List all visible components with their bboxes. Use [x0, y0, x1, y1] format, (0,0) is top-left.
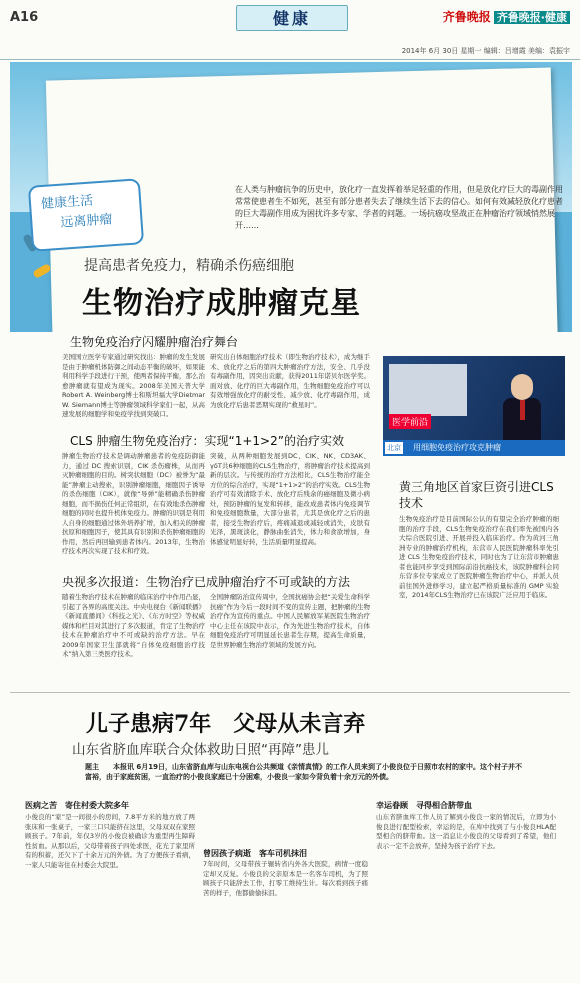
section-2-column-1: 肿瘤生物治疗技术是调动肿瘤患者的免疫防御能力，通过 DC 搜索识别，CIK 杀伤瘤株，从而再灭肿瘤细胞的目的。树突状细胞（DC）被誉为“最能”肿瘤主动搜索，识别肿瘤细胞，细胞因子诱导的杀伤细胞（CIK），就像“导弹”能精确杀伤肿瘤细胞，而不损伤任何正常组织，在有效地杀伤肿瘤细胞的同时也提升机体免疫力。肿瘤的识别是利用人自身的细胞通过体外培养扩增，加入相关的肿瘤抗原和细胞因子，使其具有识别和杀伤肿瘤细胞的作用，然后再回输到患者体内。2013年，生物治疗技术再次实现了技术和疗效。 [62, 452, 205, 555]
page-header [0, 0, 580, 60]
section-1-column-1: 美国国立医学专家通过研究找出：肿瘤的发生发展是由于肿瘤机体防御之间动态平衡的破坏，如果能利用科学手段进行干预，使两者保持平衡，那么治愈肿瘤就有望成为现实。2008年美国天普大学Robert A. Weinberg博士和斯坦福大学Dietmar W. Siemann博士等肿瘤领域科学家们一起，从高速发展的细胞学和免疫学找到突破口。 [62, 353, 205, 418]
anchor-tie [520, 400, 525, 420]
article-2-headline: 儿子患病7年 父母从未言弃 [86, 711, 366, 737]
brand-logo [443, 8, 570, 25]
section-heading-1: 生物免疫治疗闪耀肿瘤治疗舞台 [70, 335, 239, 349]
sidebar-text: 生物免疫治疗是目前国际公认的有望完全治疗肿瘤的细胞的治疗手段，CLS生物免疫治疗在我们率先被国内各大综合医院引进、开展并投入临床治疗。作为黄河三角洲专业的肿瘤治疗机构，东营市人民医院肿瘤科率先引进 CLS 生物免疫治疗技术，同时也为了让东营市肿瘤患者也能同步享受到国际前沿抗癌技术，该院肿瘤科会同东营多位专家成立了医院肿瘤生物治疗中心，并派人员前往国外进修学习，建立起严格质量标准的 GMP 实验室，2014年CLS生物治疗已在该院广泛应用于临床。 [399, 515, 559, 599]
page-number: A16 [10, 10, 39, 25]
slogan-line-2: 远离肿瘤 [59, 212, 113, 231]
pill-icon [32, 263, 52, 279]
tv-caption-tag: 医学前沿 [389, 414, 431, 429]
section-title: 健康 [236, 5, 348, 31]
article-2-col-3-heading: 幸运眷顾 寻得相合脐带血 [376, 801, 472, 810]
brand-tag: 齐鲁晚报·健康 [494, 11, 570, 24]
article-2-column-2: 7年时间，父母带孩子辗转省内外各大医院，病情一度稳定却又反复。小俊良的父亲原本是一名客车司机，为了照顾孩子只能辞去工作，打零工维持生计。每次看到孩子痛苦的样子，他都偷偷抹泪。 [203, 860, 368, 897]
section-3-column-1: 随着生物治疗技术在肿瘤的临床治疗中作用凸显，引起了各界的高度关注。中央电视台《新闻联播》《新闻直播间》《科技之光》、《东方时空》等权威媒体和栏目对其进行了多次报道，肯定了生物治疗技术在肿瘤治疗中不可或缺的治疗方法。早在2009年国家卫生部就将“自体免疫细胞治疗技术”纳入第三类医疗技术。 [62, 593, 205, 658]
slogan-badge [28, 178, 144, 252]
article-2-column-3: 山东省脐血库工作人员了解到小俊良一家的情况后，立即为小俊良进行配型检索，幸运的是，在库中找到了与小俊良HLA配型相合的脐带血。这一消息让小俊良的父母看到了希望，他们表示一定不会放弃，坚持为孩子治疗下去。 [376, 813, 556, 850]
issue-meta: 2014年 6月 30日 星期一 编辑：吕增霞 美编：袁振宇 [401, 47, 570, 55]
section-heading-2: CLS 肿瘤生物免疫治疗：实现“1+1>2”的治疗实效 [70, 434, 344, 448]
article-headline: 生物治疗成肿瘤克星 [82, 286, 361, 321]
article-2-subtitle: 山东省脐血库联合众体救助日照“再障”患儿 [72, 742, 329, 758]
news-anchor-figure [503, 374, 541, 446]
channel-logo: 北京 [387, 444, 401, 452]
hero-intro-text: 在人类与肿瘤抗争的历史中，放化疗一直发挥着举足轻重的作用，但是放化疗巨大的毒副作用常常使患者生不如死，甚至有部分患者失去了继续生活下去的信心。如何有效减轻放化疗患者的巨大毒副作用成为困扰许多专家、学者的问题。一场抗癌攻坚战正在肿瘤治疗领域悄然展开…… [235, 185, 563, 230]
section-heading-3: 央视多次报道：生物治疗已成肿瘤治疗不可或缺的方法 [62, 575, 351, 589]
anchor-head [511, 374, 533, 400]
article-2-lead: 题主 本报讯 6月19日，山东省脐血库与山东电视台公共频道《亲情真情》的工作人员来到了小俊良位于日照市农村的家中。这个村子并不富裕，由于家庭贫困，一直治疗的小俊良家庭已十分困难，小俊良一家如今背负着十余万元的外债。 [85, 763, 523, 781]
article-divider [10, 692, 570, 693]
tv-news-photo [383, 356, 565, 456]
section-2-column-2: 突破，从两种细胞发展到DC、CIK、NK、CD3AK、γδT共6种细胞的CLS生物治疗，将肿瘤治疗技术提高到新的层次。与传统的治疗方法相比，CLS生物治疗能全方位的综合治疗，实现“1+1>2”的治疗实效。CLS生物治疗可有效清除手术、放化疗后残余的癌细胞及微小病灶，预防肿瘤的复发和转移，能改成患者体内免疫调节和免疫细胞数量，大部分患者，尤其是放化疗之后的患者，接受生物治疗后，疼痛减退或减轻或消失，皮肤有光泽，黑斑淡化，静脉曲张消失，体力和食欲增加，身体感觉明显好转，生活质量明显提高。 [210, 452, 370, 546]
article-2-column-1: 小俊良的“家”是一间很小的房间，7.8平方米的地方放了两张床和一张桌子，一家三口只能挤在这里，父母双双在家照顾孩子。7年前，年仅3岁的小俊良被确诊为重型再生障碍性贫血。从那以后，父母带着孩子四处求医，花光了家里所有的积蓄，还欠下了十余万元的外债。为了方便孩子看病，一家人只能寄住在村委会大院里。 [25, 813, 195, 869]
article-2-col-1-heading: 医病之苦 寄住村委大院多年 [25, 801, 129, 810]
brand-name: 齐鲁晚报 [442, 10, 491, 24]
section-1-column-2: 研究出自体细胞治疗技术（即生物治疗技术），成为继手术、放化疗之后的第四大肿瘤治疗方法，安全、几乎没有毒副作用，因突出贡献，获得2011年诺贝尔医学奖。面对放、化疗的巨大毒副作用，生物细胞免疫治疗可以有效增强放化疗的耐受性、减少放、化疗毒副作用，成为放化疗后患者恶期实现的“救星时”。 [210, 353, 370, 409]
article-subtitle: 提高患者免疫力，精确杀伤癌细胞 [84, 258, 294, 274]
sidebar-heading: 黄三角地区首家巨资引进CLS技术 [399, 480, 554, 510]
slogan-line-1: 健康生活 [40, 193, 94, 213]
inset-video-window [389, 364, 467, 416]
section-3-column-2: 全国肿瘤防治宣传周中，全国抗癌协会把“关爱生命科学抗癌”作为今后一段时间不变的宣传主题，把肿瘤的生物治疗作为宣传的重点。中国人民解放军某医院生物治疗中心主任在该院中表示，作为先进生物治疗技术，自体细胞免疫治疗可明显延长患者生存期，提高生命质量，是世界肿瘤生物治疗领域的发展方向。 [210, 593, 370, 649]
tv-caption-bar [383, 440, 565, 456]
tv-caption-text: 用细胞免疫治疗攻克肿瘤 [413, 443, 501, 452]
article-2-col-2-heading: 曾因孩子病逝 客车司机抹泪 [203, 849, 307, 858]
article-2-column-2-top [203, 800, 368, 846]
